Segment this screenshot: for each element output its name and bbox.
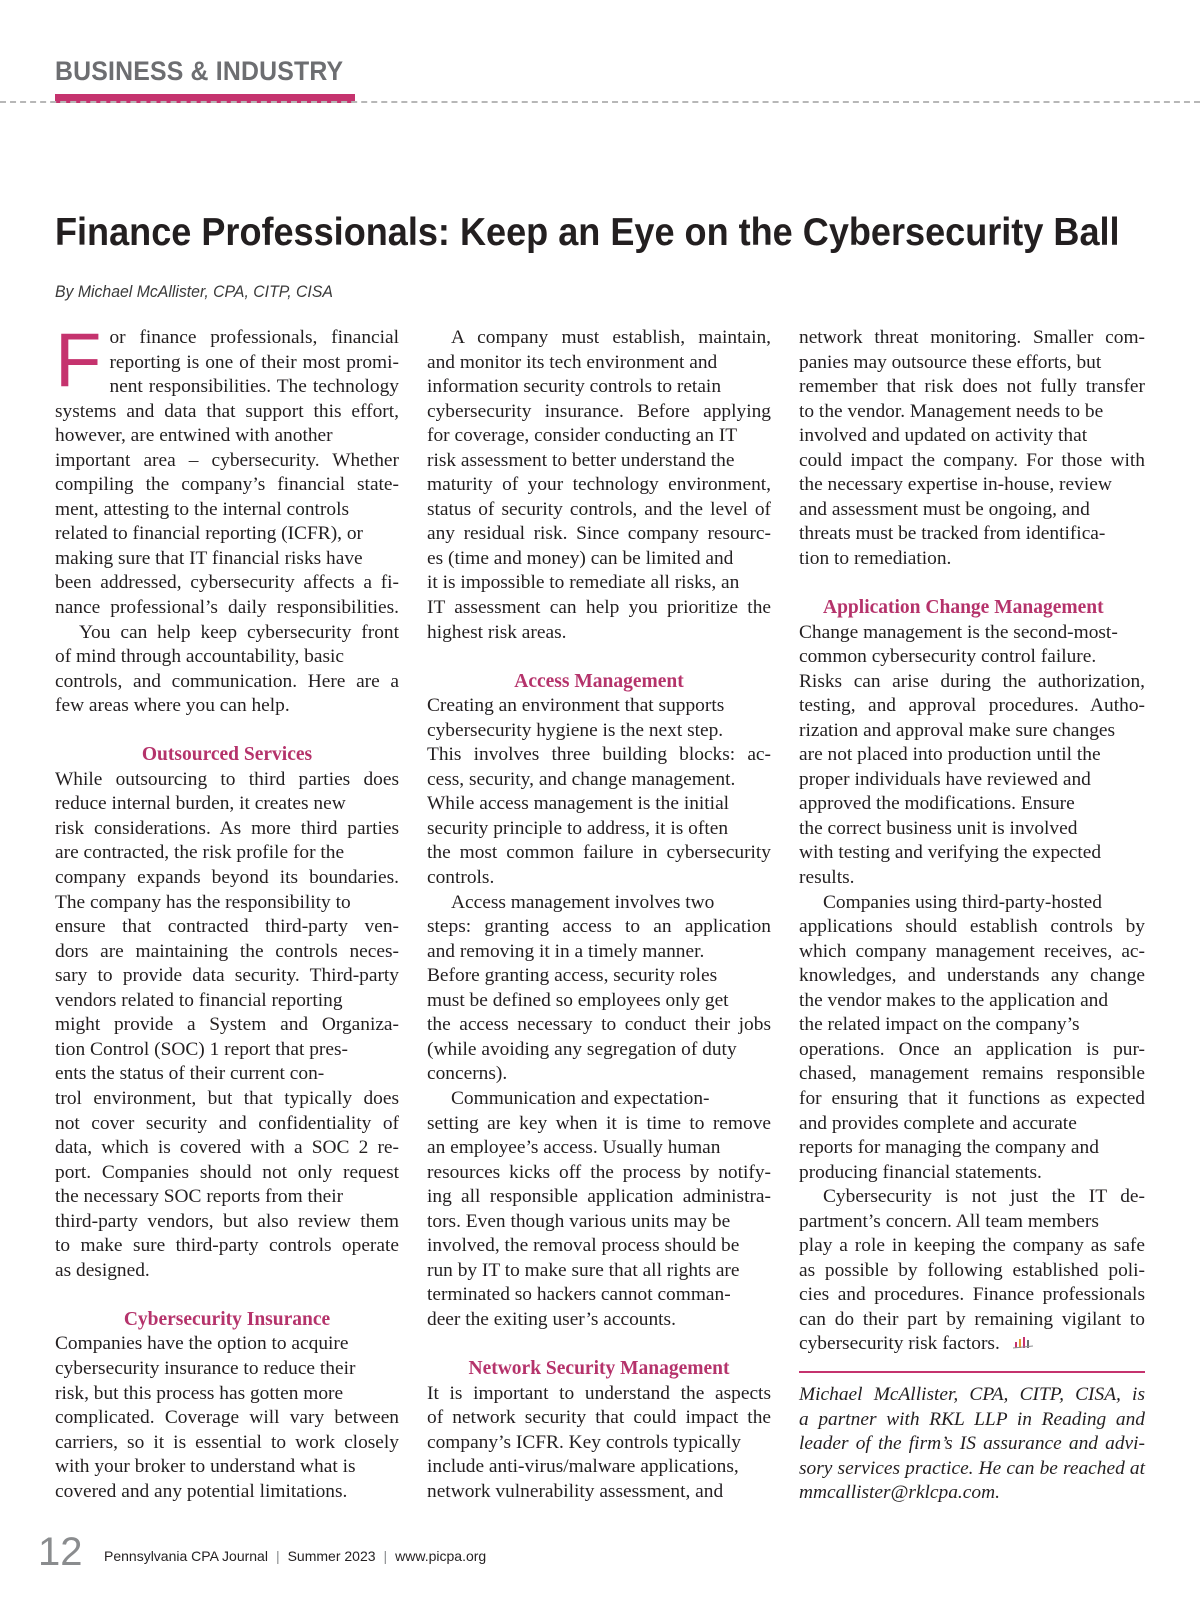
subheading-outsourced-services: Outsourced Services: [141, 744, 313, 766]
text-line: the vendor makes to the application and: [799, 989, 1109, 1011]
text-line: data, which is covered with a SOC 2 re-: [55, 1137, 399, 1159]
text-line: compiling the company’s financial state-: [55, 474, 399, 496]
text-line: the related impact on the company’s: [799, 1014, 1080, 1036]
paragraph-spacer: [427, 645, 771, 670]
text-line: an employee’s access. Usually human: [427, 1137, 721, 1159]
bio-email: mmcallister@rklcpa.com.: [799, 1482, 1000, 1504]
bio-line: leader of the firm’s IS assurance and advi-: [799, 1433, 1145, 1455]
text-line: resources kicks off the process by notify-: [427, 1161, 771, 1183]
text-line: proper individuals have reviewed and: [799, 768, 1091, 790]
text-line: Before granting access, security roles: [427, 965, 718, 987]
text-line: results.: [799, 867, 855, 889]
text-line: company expands beyond its boundaries.: [55, 867, 399, 889]
text-line: maturity of your technology environment,: [427, 474, 771, 496]
text-line: include anti-virus/malware applications,: [427, 1456, 739, 1478]
text-line: the correct business unit is involved: [799, 817, 1078, 839]
text-line: and monitor its tech environment and: [427, 351, 718, 373]
text-line: the necessary SOC reports from their: [55, 1186, 344, 1208]
text-line: IT assessment can help you prioritize the: [427, 597, 771, 619]
text-line: related to financial reporting (ICFR), or: [55, 523, 363, 545]
text-line: reports for managing the company and: [799, 1137, 1099, 1159]
text-line: Creating an environment that supports: [427, 695, 725, 717]
footer-separator: |: [275, 1548, 280, 1564]
text-line: A company must establish, maintain,: [451, 327, 771, 348]
text-line: terminated so hackers cannot comman-: [427, 1284, 731, 1306]
text-line: the access necessary to conduct their jobs: [427, 1014, 771, 1036]
text-line: been addressed, cybersecurity affects a fi-: [55, 572, 399, 594]
text-line: es (time and money) can be limited and: [427, 547, 734, 569]
text-line: concerns).: [427, 1063, 508, 1085]
text-line: any residual risk. Since company resourc-: [427, 523, 771, 545]
text-line: ensure that contracted third-party ven-: [55, 916, 399, 938]
text-line: covered and any potential limitations.: [55, 1480, 348, 1502]
text-line: Companies using third-party-hosted: [823, 891, 1102, 913]
issue-date: Summer 2023: [287, 1548, 376, 1564]
text-line: it is impossible to remediate all risks, an: [427, 572, 740, 594]
text-line: Risks can arise during the authorization,: [799, 670, 1145, 692]
text-line: nance professional’s daily responsibilities.: [55, 597, 399, 619]
text-line: few areas where you can help.: [55, 695, 290, 717]
paragraph-spacer: [55, 1283, 399, 1308]
text-line: status of security controls, and the level of: [427, 498, 771, 520]
text-line: risk assessment to better understand the: [427, 449, 735, 471]
text-line: security principle to address, it is often: [427, 817, 729, 839]
text-line: to the vendor. Management needs to be: [799, 400, 1104, 422]
text-line: run by IT to make sure that all rights are: [427, 1259, 740, 1281]
text-line: tion Control (SOC) 1 report that pres-: [55, 1038, 348, 1060]
footer-text: [104, 1548, 486, 1564]
text-line: as possible by following established poli-: [799, 1259, 1145, 1281]
text-line: important area – cybersecurity. Whether: [55, 449, 399, 471]
text-line: which company management receives, ac-: [799, 940, 1145, 962]
text-line: could impact the company. For those with: [799, 449, 1145, 471]
paragraph-spacer: [427, 1332, 771, 1357]
text-line: Change management is the second-most-: [799, 621, 1118, 643]
text-line: Access management involves two: [451, 891, 715, 913]
text-line: cess, security, and change management.: [427, 768, 736, 790]
article-column-2: [427, 326, 771, 1504]
text-line: for ensuring that it functions as expected: [799, 1087, 1145, 1109]
text-line: complicated. Coverage will vary between: [55, 1407, 399, 1429]
text-line: The company has the responsibility to: [55, 891, 351, 913]
page-number: 12: [38, 1530, 83, 1574]
text-line: panies may outsource these efforts, but: [799, 351, 1102, 373]
bio-line: a partner with RKL LLP in Reading and: [799, 1408, 1145, 1430]
paragraph-spacer: [55, 719, 399, 744]
closing-line-text: cybersecurity risk factors.: [799, 1333, 1000, 1355]
text-line: ents the status of their current con-: [55, 1063, 325, 1085]
text-line: (while avoiding any segregation of duty: [427, 1038, 737, 1060]
website-link[interactable]: www.picpa.org: [395, 1548, 487, 1564]
text-line: deer the exiting user’s accounts.: [427, 1308, 676, 1330]
text-line: While outsourcing to third parties does: [55, 768, 399, 790]
article-title: Finance Professionals: Keep an Eye on the Cybersecurity Ball: [55, 211, 1120, 254]
section-label: BUSINESS & INDUSTRY: [55, 56, 344, 86]
text-line: cybersecurity hygiene is the next step.: [427, 719, 724, 741]
subheading-network-security-management: Network Security Management: [468, 1357, 730, 1379]
text-line: partment’s concern. All team members: [799, 1210, 1099, 1232]
text-line: network vulnerability assessment, and: [427, 1480, 724, 1502]
text-line: sary to provide data security. Third-party: [55, 965, 399, 987]
article-byline: By Michael McAllister, CPA, CITP, CISA: [55, 282, 333, 301]
text-line: cybersecurity insurance. Before applying: [427, 400, 771, 422]
text-line: risk, but this process has gotten more: [55, 1382, 344, 1404]
text-line: must be defined so employees only get: [427, 989, 729, 1011]
text-line: network threat monitoring. Smaller com-: [799, 327, 1145, 348]
bio-line: sory services practice. He can be reached at: [799, 1457, 1145, 1479]
text-line: dors are maintaining the controls neces-: [55, 940, 399, 962]
text-line: cies and procedures. Finance professionals: [799, 1284, 1145, 1306]
text-line: reporting is one of their most promi-: [109, 351, 399, 373]
text-line: are not placed into production until the: [799, 744, 1101, 766]
text-line: testing, and approval procedures. Autho-: [799, 695, 1145, 717]
paragraph-spacer: [799, 571, 1145, 596]
text-line: nent responsibilities. The technology: [109, 376, 399, 398]
bio-line: Michael McAllister, CPA, CITP, CISA, is: [799, 1384, 1145, 1406]
text-line: setting are key when it is time to remove: [427, 1112, 771, 1134]
text-line: Communication and expectation-: [451, 1087, 710, 1109]
bio-divider: [799, 1371, 1145, 1373]
text-line: knowledges, and understands any change: [799, 965, 1145, 987]
drop-cap: F: [55, 318, 102, 403]
text-line: threats must be tracked from identifica-: [799, 523, 1106, 545]
text-line: tors. Even though various units may be: [427, 1210, 731, 1232]
text-line: to make sure third-party controls operate: [55, 1235, 399, 1257]
text-line: play a role in keeping the company as safe: [799, 1235, 1145, 1257]
text-line: rization and approval make sure changes: [799, 719, 1116, 741]
subheading-cybersecurity-insurance: Cybersecurity Insurance: [123, 1308, 331, 1330]
text-line: company’s ICFR. Key controls typically: [427, 1431, 741, 1453]
text-line: can do their part by remaining vigilant to: [799, 1308, 1145, 1330]
end-mark-icon: [1012, 1333, 1034, 1358]
text-line: are contracted, the risk profile for the: [55, 842, 345, 864]
text-line: of mind through accountability, basic: [55, 646, 344, 668]
subheading-application-change-management: Application Change Management: [823, 597, 1104, 619]
text-line: Companies have the option to acquire: [55, 1333, 349, 1355]
subheading-access-management: Access Management: [514, 670, 684, 692]
text-line: however, are entwined with another: [55, 425, 333, 447]
text-line: making sure that IT financial risks have: [55, 547, 363, 569]
text-line: chased, management remains responsible: [799, 1063, 1145, 1085]
text-line: risk considerations. As more third parties: [55, 817, 399, 839]
text-line: steps: granting access to an application: [427, 916, 771, 938]
text-line: and assessment must be ongoing, and: [799, 498, 1090, 520]
text-line: or finance professionals, financial: [109, 327, 399, 348]
text-line: with testing and verifying the expected: [799, 842, 1102, 864]
text-line: port. Companies should not only request: [55, 1161, 399, 1183]
text-line: [799, 1332, 1145, 1357]
text-line: Cybersecurity is not just the IT de-: [823, 1186, 1145, 1208]
text-line: the necessary expertise in-house, review: [799, 474, 1112, 496]
footer-separator: |: [383, 1548, 388, 1564]
text-line: It is important to understand the aspects: [427, 1382, 771, 1404]
text-line: as designed.: [55, 1259, 150, 1281]
text-line: cybersecurity insurance to reduce their: [55, 1357, 356, 1379]
article-column-1: [55, 318, 399, 1504]
text-line: not cover security and confidentiality of: [55, 1112, 399, 1134]
text-line: ment, attesting to the internal controls: [55, 498, 350, 520]
text-line: and removing it in a timely manner.: [427, 940, 705, 962]
text-line: and provides complete and accurate: [799, 1112, 1077, 1134]
author-bio: [799, 1383, 1145, 1506]
text-line: highest risk areas.: [427, 621, 567, 643]
text-line: carriers, so it is essential to work closely: [55, 1431, 399, 1453]
text-line: might provide a System and Organiza-: [55, 1014, 399, 1036]
text-line: third-party vendors, but also review them: [55, 1210, 399, 1232]
text-line: trol environment, but that typically does: [55, 1087, 399, 1109]
text-line: common cybersecurity control failure.: [799, 646, 1097, 668]
text-line: information security controls to retain: [427, 376, 722, 398]
text-line: controls.: [427, 867, 495, 889]
publication-name: Pennsylvania CPA Journal: [104, 1548, 268, 1564]
text-line: reduce internal burden, it creates new: [55, 793, 346, 815]
text-line: This involves three building blocks: ac-: [427, 744, 771, 766]
text-line: approved the modifications. Ensure: [799, 793, 1075, 815]
text-line: of network security that could impact the: [427, 1407, 771, 1429]
text-line: controls, and communication. Here are a: [55, 670, 399, 692]
article-column-3: [799, 326, 1145, 1506]
text-line: with your broker to understand what is: [55, 1456, 356, 1478]
text-line: remember that risk does not fully transfer: [799, 376, 1145, 398]
text-line: applications should establish controls by: [799, 916, 1145, 938]
text-line: involved, the removal process should be: [427, 1235, 740, 1257]
text-line: the most common failure in cybersecurity: [427, 842, 771, 864]
header-dashed-divider: [0, 101, 1200, 103]
text-line: While access management is the initial: [427, 793, 730, 815]
text-line: ing all responsible application administra-: [427, 1186, 771, 1208]
text-line: for coverage, consider conducting an IT: [427, 425, 738, 447]
text-line: producing financial statements.: [799, 1161, 1042, 1183]
text-line: You can help keep cybersecurity front: [79, 621, 399, 643]
text-line: involved and updated on activity that: [799, 425, 1088, 447]
text-line: operations. Once an application is pur-: [799, 1038, 1145, 1060]
text-line: tion to remediation.: [799, 547, 952, 569]
text-line: vendors related to financial reporting: [55, 989, 343, 1011]
text-line: systems and data that support this effort,: [55, 400, 399, 422]
